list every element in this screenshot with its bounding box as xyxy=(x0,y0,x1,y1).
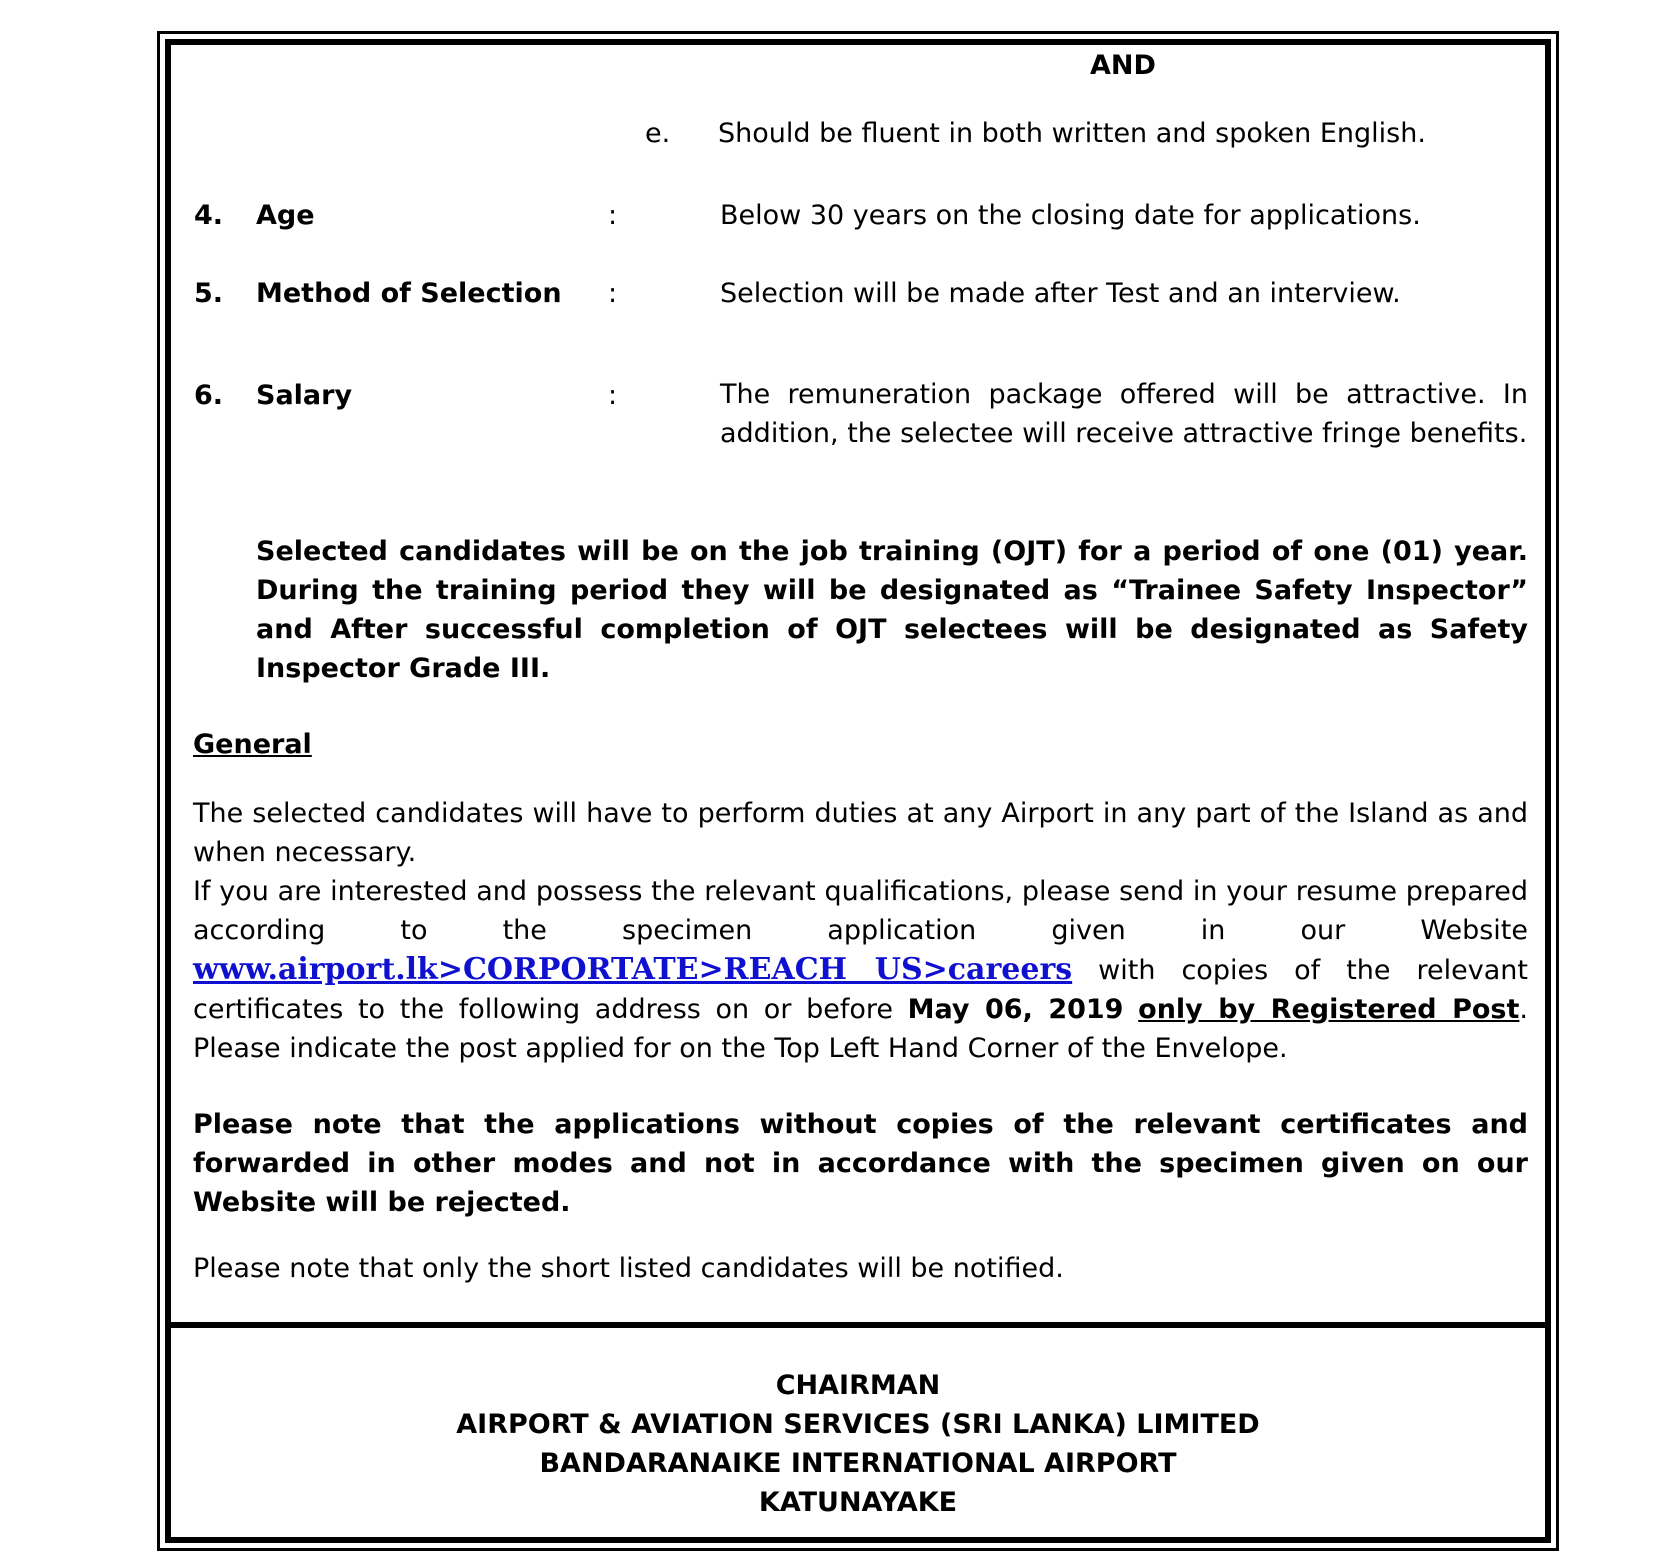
careers-link[interactable]: www.airport.lk>CORPORTATE>REACH US>careers xyxy=(193,952,1073,987)
general-para-1: The selected candidates will have to perform duties at any Airport in any part of the Island as and when necessary. xyxy=(193,798,1528,868)
general-para-2 xyxy=(193,872,1528,1068)
footer-divider xyxy=(165,1322,1551,1328)
general-heading: General xyxy=(193,729,312,760)
row-6-number: 6. xyxy=(194,380,224,411)
registered-post-note: only by Registered Post xyxy=(1138,994,1520,1025)
general-para-2-mid: with copies of the relevant certificates to the following address on or before xyxy=(193,955,1528,1025)
shortlist-note: Please note that only the short listed candidates will be notified. xyxy=(193,1253,1064,1284)
row-5-number: 5. xyxy=(194,278,224,309)
item-e-marker: e. xyxy=(645,118,671,149)
general-para-2-lead: If you are interested and possess the relevant qualifications, please send in your resume prepared according to the specimen application given in our Website xyxy=(193,876,1528,946)
row-4-number: 4. xyxy=(194,200,224,231)
row-5-label: Method of Selection xyxy=(256,278,562,309)
rejection-warning: Please note that the applications without copies of the relevant certificates and forwarded in other modes and not in accordance with the specimen given on our Website will be rejected. xyxy=(193,1109,1528,1218)
row-5-colon: : xyxy=(608,278,618,309)
row-4-label: Age xyxy=(256,200,315,231)
deadline-date: May 06, 2019 xyxy=(907,994,1124,1025)
footer-company: AIRPORT & AVIATION SERVICES (SRI LANKA) LIMITED xyxy=(456,1409,1260,1440)
ojt-note: Selected candidates will be on the job training (OJT) for a period of one (01) year. During the training period they will be designated as “Trainee Safety Inspector” and After successful completion of OJT selectees will be designated as Safety Inspector Grade III. xyxy=(256,536,1528,684)
general-para-3: Please indicate the post applied for on the Top Left Hand Corner of the Envelope. xyxy=(193,1033,1288,1064)
row-4-colon: : xyxy=(608,200,618,231)
row-6-label: Salary xyxy=(256,380,353,411)
footer-chairman: CHAIRMAN xyxy=(775,1370,941,1401)
general-para-2-end: . xyxy=(1519,994,1528,1025)
inner-border xyxy=(165,39,1551,1543)
row-6-text: The remuneration package offered will be attractive. In addition, the selectee will receive attractive fringe benefits. xyxy=(720,379,1528,449)
row-4-text: Below 30 years on the closing date for applications. xyxy=(720,200,1421,231)
and-heading: AND xyxy=(1090,50,1156,81)
item-e-text: Should be fluent in both written and spoken English. xyxy=(718,118,1426,149)
row-5-text: Selection will be made after Test and an interview. xyxy=(720,278,1401,309)
footer-airport: BANDARANAIKE INTERNATIONAL AIRPORT xyxy=(539,1448,1177,1479)
row-6-colon: : xyxy=(608,380,618,411)
footer-city: KATUNAYAKE xyxy=(758,1487,958,1518)
